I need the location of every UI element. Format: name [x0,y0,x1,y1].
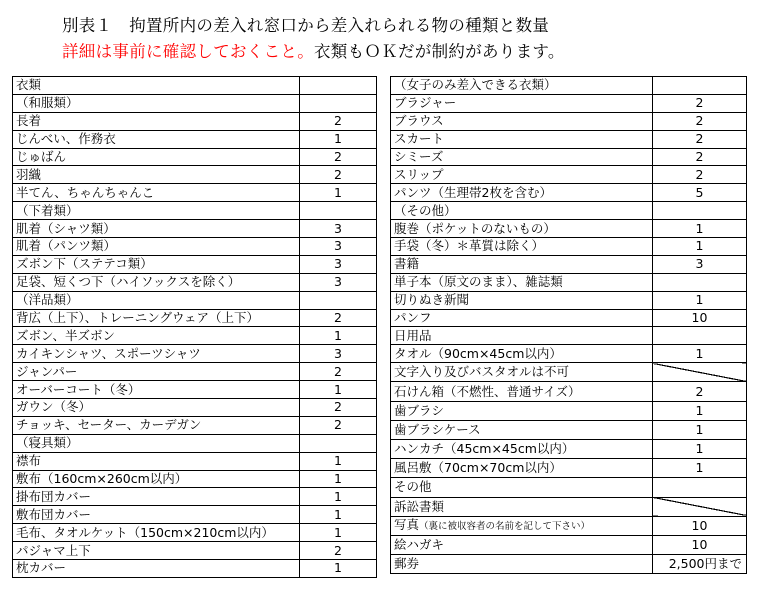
table-row [391,420,747,439]
item-name: 掛布団カバー [16,488,92,504]
item-name: タオル（90cm×45cm以内） [394,345,562,361]
item-name: シミーズ [394,149,444,164]
quantity: 1 [695,421,704,437]
table-row [391,401,747,420]
item-name-cell [13,309,300,327]
item-name-cell [13,381,300,399]
table-row [13,506,377,524]
item-name-cell [13,202,300,220]
item-name-cell [13,184,300,202]
quantity-cell [653,238,747,256]
table-row [13,112,377,130]
quantity-cell [300,166,377,184]
quantity-cell [300,309,377,327]
table-row [13,470,377,488]
item-name-cell [391,220,653,238]
clothing-note: 衣類もＯＫだが制約があります。 [314,42,565,61]
item-name: 単子本（原文のまま）、雑誌類 [394,274,563,290]
table-row [13,363,377,381]
quantity: 2 [695,149,704,164]
quantity: 5 [695,184,704,200]
table-row [13,327,377,345]
item-name-cell [13,238,300,256]
item-name: その他 [394,479,432,495]
item-name-cell [391,382,653,401]
item-name: 切りぬき新聞 [394,292,470,308]
item-name-cell [13,148,300,166]
table-row [391,77,747,95]
quantity-cell [300,184,377,202]
item-name-cell [13,470,300,488]
quantity: 1 [695,292,704,308]
item-name-cell [13,542,300,560]
item-name-cell [391,555,653,574]
quantity: 3 [334,220,342,236]
item-name: 枕カバー [16,560,67,576]
quantity-cell [300,560,377,578]
quantity-cell [653,327,747,345]
item-name-cell [13,488,300,506]
item-name: スリップ [394,166,444,182]
item-name: 肌着（パンツ類） [16,238,117,254]
item-name-cell [391,112,653,130]
quantity-cell [300,77,377,95]
item-name: （その他） [394,202,457,218]
item-name-cell [13,345,300,363]
quantity-cell [653,220,747,238]
item-name-cell [391,459,653,478]
table-row [13,148,377,166]
quantity-cell [653,478,747,497]
table-row [391,130,747,148]
item-name-cell [13,560,300,578]
item-name-cell [391,516,653,535]
item-note: （裏に被収容者の名前を記して下さい） [419,520,591,532]
item-name-cell [13,130,300,148]
quantity: 1 [334,184,342,200]
quantity-cell [653,401,747,420]
item-name: 訴訟書類 [394,498,445,514]
item-name: パンツ（生理帯2枚を含む） [394,184,552,200]
table-row [391,309,747,327]
quantity-cell [300,291,377,309]
item-name: ズボン下（ステテコ類） [16,256,153,272]
table-row [13,488,377,506]
quantity-cell [300,416,377,434]
quantity: 2 [334,417,342,433]
item-name: 羽織 [16,166,42,182]
quantity: 2 [334,149,342,164]
table-row [13,130,377,148]
item-name-cell [391,94,653,112]
table-row [391,291,747,309]
item-name-cell [391,535,653,554]
quantity-cell [300,488,377,506]
item-name-cell [13,77,300,95]
item-name: （女子のみ差入できる衣類） [394,77,557,93]
item-name-cell [13,255,300,273]
quantity: 10 [691,310,708,326]
table-row [13,273,377,291]
table-row [391,497,747,516]
item-name-cell [391,148,653,166]
quantity-cell [653,130,747,148]
quantity-cell [653,273,747,291]
quantity: 1 [334,381,342,397]
item-name-cell [391,478,653,497]
table-row [391,382,747,401]
item-name-cell [391,420,653,439]
item-name-cell [391,166,653,184]
quantity-cell [653,291,747,309]
item-name: ハンカチ（45cm×45cm以内） [394,441,575,457]
item-name: チョッキ、セーター、カーデガン [16,417,202,433]
quantity: 1 [695,345,704,361]
quantity: 2 [695,383,704,399]
item-name: じゅばん [16,149,67,164]
item-name: ブラジャー [394,95,457,111]
item-name-cell [391,77,653,95]
item-name-cell [391,184,653,202]
quantity-cell [300,273,377,291]
item-name-cell [391,273,653,291]
quantity: 3 [695,256,704,272]
quantity: 1 [334,506,342,522]
quantity-cell [300,363,377,381]
quantity: 2 [334,310,342,326]
item-name: 文字入り及びバスタオルは不可 [394,364,570,380]
item-name: 日用品 [394,327,432,343]
table-row [391,238,747,256]
quantity-cell [653,184,747,202]
item-name-cell [391,130,653,148]
table-row [13,77,377,95]
quantity: 2 [334,113,342,129]
quantity-cell [653,255,747,273]
quantity-cell [300,524,377,542]
item-name-cell [13,327,300,345]
table-row [13,309,377,327]
item-name-cell [13,363,300,381]
quantity-cell [653,166,747,184]
item-name-cell [391,440,653,459]
item-name-cell [13,273,300,291]
table-row [391,148,747,166]
quantity: 1 [334,471,342,487]
item-name-cell [13,416,300,434]
quantity: 2 [695,131,704,147]
table-row [391,184,747,202]
quantity: 1 [334,131,342,147]
item-name-cell [13,291,300,309]
item-name: 写真 [394,516,420,532]
table-row [13,94,377,112]
table-row [13,399,377,417]
quantity-cell [653,77,747,95]
item-name: 手袋（冬）＊革質は除く） [394,238,545,254]
quantity-cell [300,238,377,256]
quantity: 2,500円まで [668,556,742,572]
table-row [13,381,377,399]
warning-note: 詳細は事前に確認しておくこと。 [62,42,314,61]
quantity-cell [300,148,377,166]
quantity: 2 [695,95,704,111]
item-name: パンフ [394,310,432,326]
quantity: 1 [334,327,342,343]
table-row [13,202,377,220]
item-name: 襟布 [16,453,42,469]
item-name: じんべい、作務衣 [16,131,116,147]
quantity-cell [653,202,747,220]
item-name-cell [391,238,653,256]
item-name: 足袋、短くつ下（ハイソックスを除く） [16,274,241,290]
item-name: （下着類） [16,202,79,218]
quantity-cell [300,255,377,273]
item-name: パジャマ上下 [16,542,91,558]
item-name-cell [391,327,653,345]
item-name-cell [391,291,653,309]
item-name: 半てん、ちゃんちゃんこ [16,184,155,200]
item-name: スカート [394,131,445,147]
item-name-cell [391,363,653,382]
item-name: 敷布団カバー [16,506,92,522]
item-name: 腹巻（ポケットのないもの） [394,220,556,236]
quantity-cell [300,130,377,148]
page-subtitle [62,38,565,62]
item-name-cell [391,345,653,363]
quantity: 2 [695,113,704,129]
quantity-cell [300,345,377,363]
quantity: 1 [695,220,704,236]
quantity-cell [300,399,377,417]
item-name-cell [391,202,653,220]
table-row [13,238,377,256]
table-row [391,345,747,363]
quantity: 10 [691,517,708,533]
not-applicable-cell [653,497,747,516]
quantity: 2 [334,166,342,182]
quantity: 2 [334,542,342,558]
right-items-table [390,76,747,574]
table-row [391,459,747,478]
quantity-cell [653,94,747,112]
quantity: 3 [334,256,342,272]
quantity-cell [300,381,377,399]
table-row [13,524,377,542]
table-row [13,255,377,273]
quantity-cell [300,434,377,452]
item-name: ズボン、半ズボン [16,327,116,343]
table-row [13,220,377,238]
quantity: 1 [334,560,342,576]
table-row [13,452,377,470]
table-row [391,516,747,535]
item-name: 背広（上下）、トレーニングウェア（上下） [16,310,260,326]
item-name-cell [391,255,653,273]
item-name-cell [391,401,653,420]
item-name-cell [391,309,653,327]
item-name: 歯ブラシ [394,402,445,418]
table-row [391,202,747,220]
item-name: ブラウス [394,113,444,129]
quantity-cell [300,94,377,112]
quantity-cell [653,420,747,439]
item-name-cell [13,434,300,452]
quantity: 1 [695,238,704,254]
quantity: 1 [695,402,704,418]
item-name: 郵券 [394,556,420,572]
quantity-cell [300,452,377,470]
quantity-cell [300,220,377,238]
table-row [391,255,747,273]
table-row [391,166,747,184]
table-row [391,220,747,238]
item-name: 歯ブラシケース [394,421,481,437]
item-name: 書籍 [394,256,420,272]
quantity: 2 [334,363,342,379]
quantity: 1 [695,441,704,457]
page-title: 別表１ 拘置所内の差入れ窓口から差入れられる物の種類と数量 [62,16,550,35]
item-name: カイキンシャツ、スポーツシャツ [16,345,201,361]
item-name-cell [13,220,300,238]
item-name: ガウン（冬） [16,399,92,415]
quantity: 3 [334,345,342,361]
item-name: 風呂敷（70cm×70cm以内） [394,460,562,476]
quantity-cell [300,202,377,220]
quantity-cell [300,542,377,560]
item-name: 毛布、タオルケット（150cm×210cm以内） [16,524,274,540]
quantity-cell [300,327,377,345]
table-row [391,94,747,112]
quantity-cell [653,459,747,478]
left-items-table [12,76,377,578]
table-row [391,555,747,574]
quantity: 3 [334,274,342,290]
table-row [13,434,377,452]
quantity: 1 [334,453,342,469]
table-row [391,327,747,345]
item-name-cell [13,506,300,524]
quantity-cell [653,555,747,574]
item-name-cell [13,94,300,112]
quantity: 2 [334,399,342,415]
quantity-cell [653,440,747,459]
item-name-cell [13,399,300,417]
quantity-cell [653,535,747,554]
item-name: 肌着（シャツ類） [16,220,116,236]
quantity-cell [653,148,747,166]
item-name: （寝具類） [16,435,79,451]
item-name: 絵ハガキ [394,537,445,553]
item-name: オーバーコート（冬） [16,381,141,397]
item-name: 石けん箱（不燃性、普通サイズ） [394,383,581,399]
not-applicable-cell [653,363,747,382]
item-name: 衣類 [16,77,42,93]
table-row [391,273,747,291]
quantity: 3 [334,238,342,254]
table-row [13,166,377,184]
item-name-cell [391,497,653,516]
table-row [391,112,747,130]
item-name: 長着 [16,113,42,129]
item-name: （和服類） [16,95,79,111]
item-name-cell [13,524,300,542]
table-row [13,416,377,434]
quantity-cell [653,382,747,401]
quantity: 1 [334,524,342,540]
table-row [13,560,377,578]
table-row [391,440,747,459]
table-row [13,184,377,202]
table-row [391,535,747,554]
quantity-cell [300,470,377,488]
table-row [391,363,747,382]
quantity-cell [300,506,377,524]
quantity: 1 [695,460,704,476]
table-row [391,478,747,497]
item-name: （洋品類） [16,292,79,308]
quantity-cell [653,345,747,363]
item-name: ジャンパー [16,363,78,379]
table-row [13,345,377,363]
quantity-cell [300,112,377,130]
quantity-cell [653,516,747,535]
item-name-cell [13,166,300,184]
item-name-cell [13,112,300,130]
quantity: 2 [695,166,704,182]
quantity: 10 [691,537,708,553]
quantity-cell [653,309,747,327]
quantity: 1 [334,488,342,504]
quantity-cell [653,112,747,130]
item-name: 敷布（160cm×260cm以内） [16,471,188,487]
table-row [13,291,377,309]
table-row [13,542,377,560]
item-name-cell [13,452,300,470]
